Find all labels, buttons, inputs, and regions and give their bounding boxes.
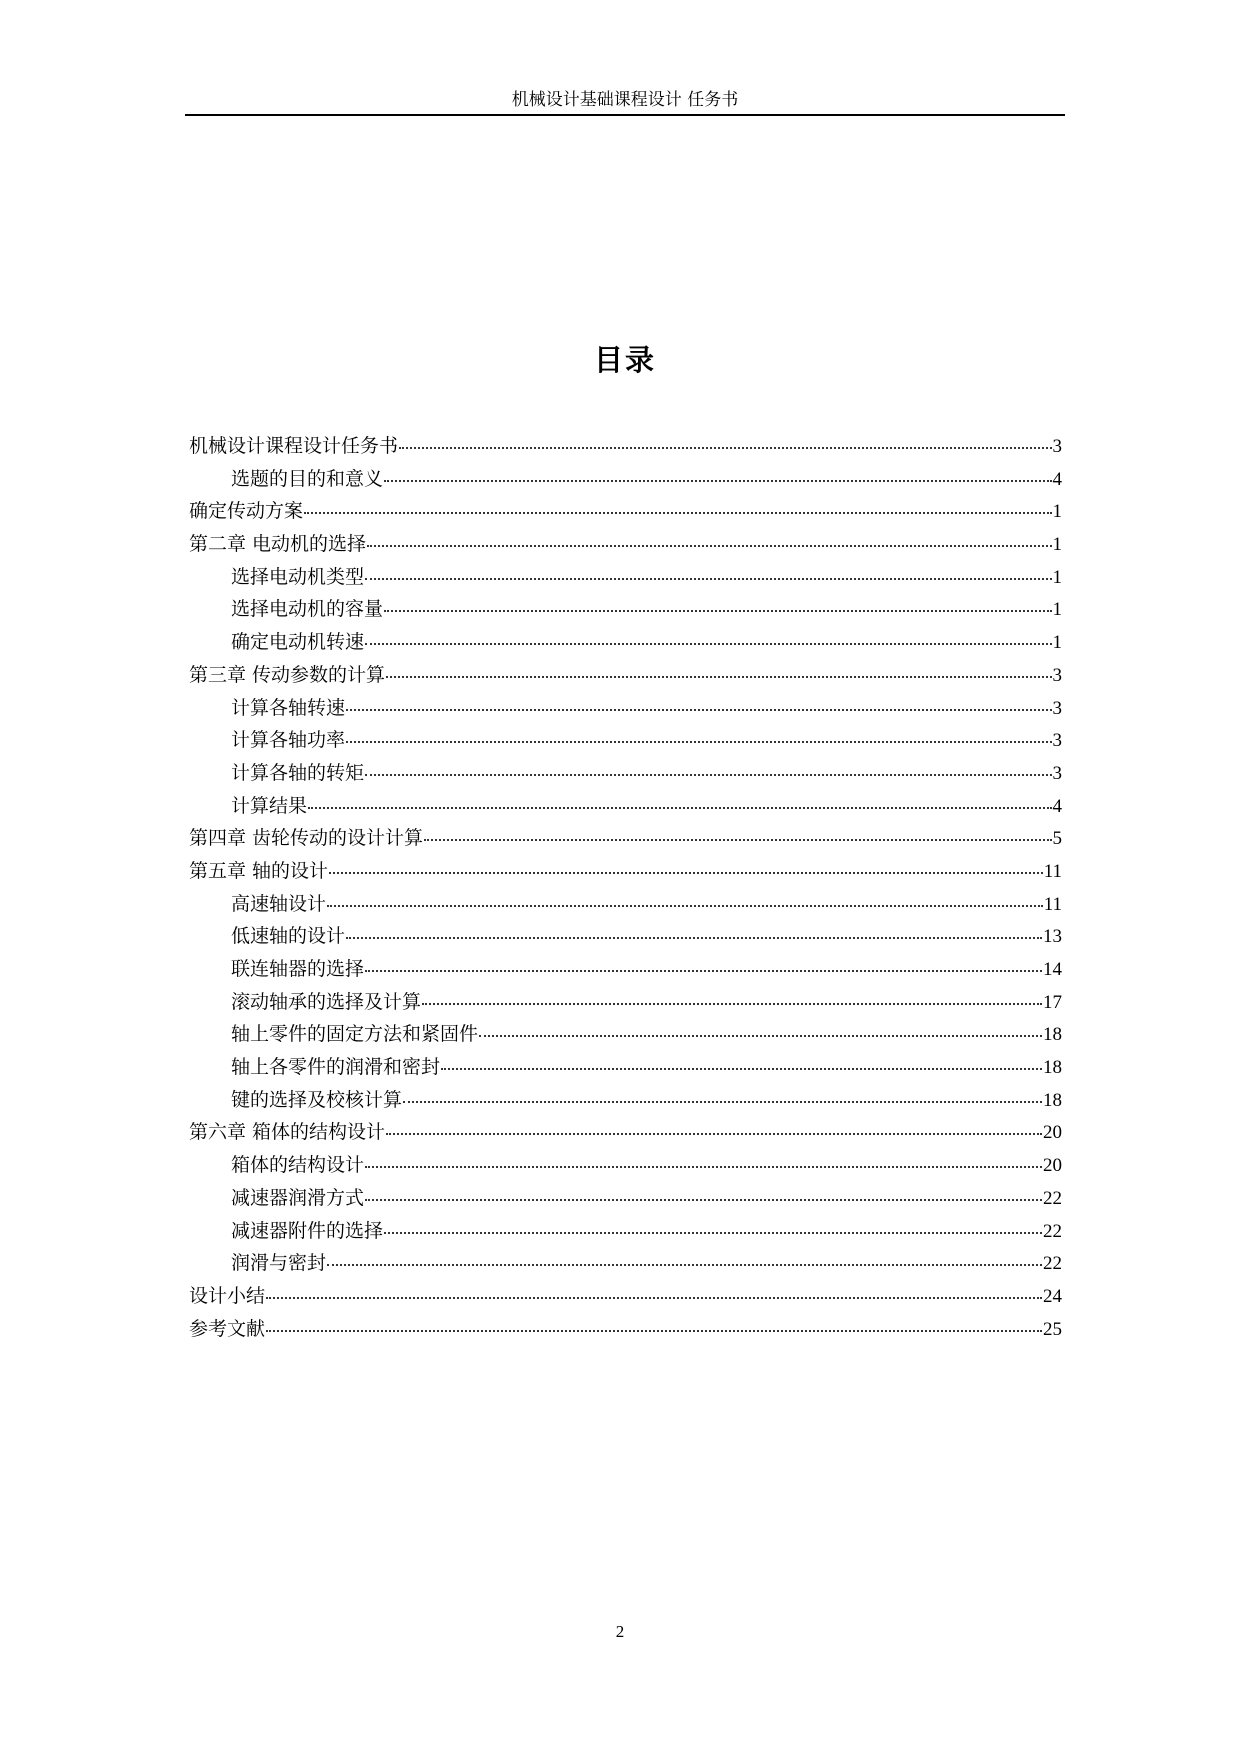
toc-entry-page: 20 xyxy=(1043,1155,1062,1177)
toc-entry-label: 设计小结 xyxy=(189,1284,266,1307)
toc-entry-label: 轴上零件的固定方法和紧固件 xyxy=(231,1023,479,1046)
toc-entry-label: 机械设计课程设计任务书 xyxy=(189,435,399,457)
dot-leader xyxy=(384,479,1051,482)
toc-entry[interactable] xyxy=(189,953,1062,986)
toc-entry[interactable] xyxy=(189,430,1062,463)
toc-entry-page: 20 xyxy=(1043,1122,1062,1144)
toc-entry-label: 第六章 箱体的结构设计 xyxy=(189,1121,386,1144)
toc-entry-page: 22 xyxy=(1043,1220,1062,1242)
dot-leader xyxy=(365,1198,1042,1201)
toc-entry-page: 3 xyxy=(1052,436,1062,457)
toc-entry-label: 计算各轴转速 xyxy=(231,696,346,719)
dot-leader xyxy=(327,1263,1042,1266)
toc-entry-label: 低速轴的设计 xyxy=(231,925,346,948)
toc-entry-page: 11 xyxy=(1043,893,1062,915)
dot-leader xyxy=(308,806,1051,809)
dot-leader xyxy=(386,675,1051,678)
toc-entry[interactable] xyxy=(189,855,1062,888)
toc-entry-label: 联连轴器的选择 xyxy=(231,958,365,980)
toc-entry-page: 3 xyxy=(1052,762,1062,784)
toc-entry-label: 箱体的结构设计 xyxy=(231,1154,365,1177)
dot-leader xyxy=(329,871,1043,874)
toc-entry[interactable] xyxy=(189,528,1062,561)
toc-entry[interactable] xyxy=(189,495,1062,528)
toc-entry[interactable] xyxy=(189,626,1062,659)
toc-list xyxy=(189,430,1062,1345)
dot-leader xyxy=(266,1329,1042,1332)
toc-entry-label: 计算各轴功率 xyxy=(231,729,346,752)
toc-entry[interactable] xyxy=(189,986,1062,1019)
toc-entry-page: 24 xyxy=(1043,1285,1062,1307)
toc-entry-page: 14 xyxy=(1043,959,1062,980)
dot-leader xyxy=(304,511,1051,514)
toc-entry[interactable] xyxy=(189,1018,1062,1051)
toc-entry[interactable] xyxy=(189,888,1062,921)
toc-entry-page: 25 xyxy=(1043,1318,1062,1340)
toc-entry-label: 滚动轴承的选择及计算 xyxy=(231,990,422,1013)
toc-entry-label: 第五章 轴的设计 xyxy=(189,859,329,882)
toc-entry[interactable] xyxy=(189,1051,1062,1084)
toc-entry[interactable] xyxy=(189,561,1062,594)
running-header: 机械设计基础课程设计 任务书 xyxy=(511,90,739,110)
toc-entry[interactable] xyxy=(189,463,1062,496)
toc-entry[interactable] xyxy=(189,822,1062,855)
toc-entry-page: 18 xyxy=(1043,1024,1062,1046)
toc-entry-label: 确定电动机转速 xyxy=(231,631,365,654)
toc-title: 目录 xyxy=(593,343,656,377)
toc-entry-label: 选择电动机的容量 xyxy=(231,598,384,621)
toc-entry-page: 22 xyxy=(1043,1187,1062,1209)
dot-leader xyxy=(384,1231,1042,1234)
dot-leader xyxy=(365,642,1051,645)
toc-entry-label: 轴上各零件的润滑和密封 xyxy=(231,1056,441,1079)
toc-entry-page: 1 xyxy=(1052,599,1062,621)
toc-entry-page: 1 xyxy=(1052,534,1062,556)
dot-leader xyxy=(365,1165,1042,1168)
page-number: 2 xyxy=(615,1622,625,1641)
dot-leader xyxy=(365,773,1051,776)
toc-entry-label: 选题的目的和意义 xyxy=(231,467,384,490)
toc-entry[interactable] xyxy=(189,593,1062,626)
toc-entry-page: 3 xyxy=(1052,664,1062,686)
toc-entry[interactable] xyxy=(189,1215,1062,1248)
toc-entry[interactable] xyxy=(189,757,1062,790)
toc-entry-page: 18 xyxy=(1043,1089,1062,1111)
dot-leader xyxy=(422,1002,1042,1005)
toc-entry-label: 第四章 齿轮传动的设计计算 xyxy=(189,827,424,850)
toc-entry-page: 3 xyxy=(1052,697,1062,719)
dot-leader xyxy=(346,740,1051,743)
toc-entry-page: 13 xyxy=(1043,926,1062,948)
dot-leader xyxy=(424,838,1051,841)
toc-entry-page: 17 xyxy=(1043,991,1062,1013)
toc-entry[interactable] xyxy=(189,1247,1062,1280)
toc-entry-label: 确定传动方案 xyxy=(189,500,304,523)
dot-leader xyxy=(479,1034,1042,1037)
dot-leader xyxy=(403,1100,1042,1103)
toc-entry[interactable] xyxy=(189,790,1062,823)
toc-entry-page: 5 xyxy=(1052,828,1062,850)
toc-entry[interactable] xyxy=(189,1182,1062,1215)
toc-entry[interactable] xyxy=(189,659,1062,692)
dot-leader xyxy=(441,1067,1042,1070)
toc-entry[interactable] xyxy=(189,1149,1062,1182)
toc-entry-page: 3 xyxy=(1052,730,1062,752)
toc-entry[interactable] xyxy=(189,724,1062,757)
dot-leader xyxy=(399,446,1051,449)
dot-leader xyxy=(384,609,1051,612)
toc-entry-label: 减速器润滑方式 xyxy=(231,1186,365,1209)
toc-entry-page: 18 xyxy=(1043,1057,1062,1079)
toc-entry[interactable] xyxy=(189,1116,1062,1149)
toc-entry[interactable] xyxy=(189,1313,1062,1346)
toc-entry[interactable] xyxy=(189,1084,1062,1117)
toc-entry[interactable] xyxy=(189,1280,1062,1313)
toc-entry-label: 润滑与密封 xyxy=(231,1252,327,1275)
dot-leader xyxy=(266,1296,1042,1299)
dot-leader xyxy=(346,708,1051,711)
dot-leader xyxy=(386,1132,1042,1135)
toc-entry-page: 1 xyxy=(1052,501,1062,523)
toc-entry-label: 第三章 传动参数的计算 xyxy=(189,663,386,686)
toc-entry-label: 计算各轴的转矩 xyxy=(231,761,365,784)
toc-entry-label: 计算结果 xyxy=(231,794,308,817)
toc-entry[interactable] xyxy=(189,692,1062,725)
toc-entry-label: 参考文献 xyxy=(189,1317,266,1340)
dot-leader xyxy=(327,904,1043,907)
dot-leader xyxy=(346,936,1042,939)
toc-entry[interactable] xyxy=(189,920,1062,953)
toc-entry-label: 减速器附件的选择 xyxy=(231,1219,384,1242)
toc-entry-label: 选择电动机类型 xyxy=(231,565,365,588)
header-rule xyxy=(185,114,1065,116)
toc-entry-page: 4 xyxy=(1052,795,1062,817)
toc-entry-page: 11 xyxy=(1043,860,1062,882)
toc-entry-page: 1 xyxy=(1052,632,1062,654)
toc-entry-page: 4 xyxy=(1052,468,1062,490)
toc-entry-label: 高速轴设计 xyxy=(231,892,327,915)
toc-entry-label: 第二章 电动机的选择 xyxy=(189,533,367,556)
dot-leader xyxy=(365,577,1051,580)
toc-entry-page: 22 xyxy=(1043,1253,1062,1275)
toc-entry-page: 1 xyxy=(1052,566,1062,588)
dot-leader xyxy=(367,544,1051,547)
dot-leader xyxy=(365,969,1042,972)
toc-entry-label: 键的选择及校核计算 xyxy=(231,1088,403,1111)
